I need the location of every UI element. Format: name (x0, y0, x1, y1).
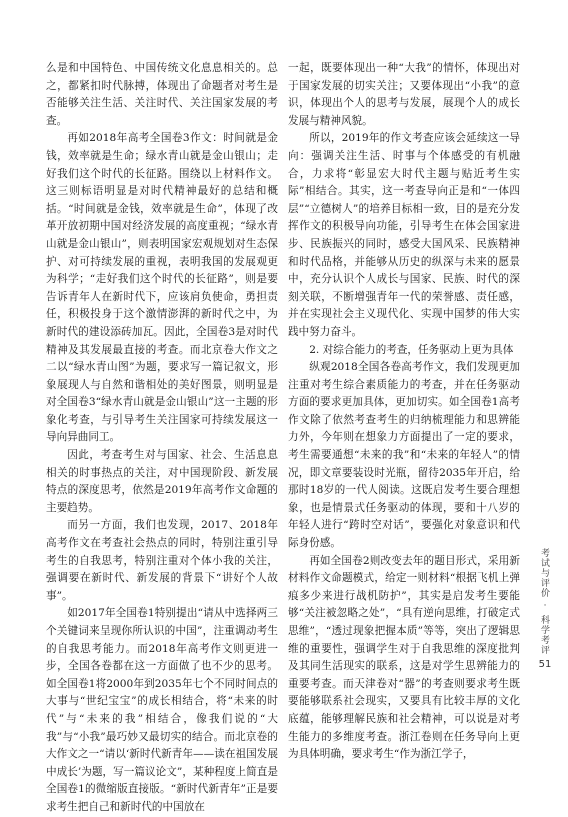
paragraph: 而另一方面，我们也发现，2017、2018年高考作文在考查社会热点的同时，特别注重引导考生的自我思考，特别注重对个体小我的关注，强调要在新时代、新发展的背景下“讲好个人故事”。 (46, 519, 278, 602)
paragraph: 再如全国卷2则改变去年的题目形式，采用新材料作文命题模式，给定一则材料“根据飞机上弹痕多少来进行战机防护”，其实是启发考生要能够“关注被忽略之处”，“具有逆向思维，打破定式思维”，“透过现象把握本质”等等，突出了逻辑思维的重要性，强调学生对于自我思维的深度批判及其同生活现实的联系，这是对学生思辨能力的重要考查。而天津卷对“器”的考查则要求考生既要能够联系社会现实，又要具有比较丰厚的文化底蕴，能够理解民族和社会精神，可以说是对考生能力的多维度考查。浙江卷则在任务导向上更为具体明确，要求考生“作为浙江学子， (288, 554, 520, 761)
section-heading: 2. 对综合能力的考查，任务驱动上更为具体 (309, 343, 514, 356)
paragraph: 么是和中国特色、中国传统文化息息相关的。总之，都紧扣时代脉搏，体现出了命题者对考生是否能够关注生活、关注时代、关注国家发展的考查。 (46, 62, 278, 127)
paragraph: 再如2018年高考全国卷3作文：时间就是金钱，效率就是生命；绿水青山就是金山银山；走好我们这个时代的长征路。围绕以上材料作文。这三则标语明显是对时代精神最好的总结和概括。“时间就是金钱，效率就是生命”，体现了改革开放初期中国对经济发展的高度重视；“绿水青山就是金山银山”，则表明国家宏观规划对生态保护、对可持续发展的重视，表明我国的发展观更为科学；“走好我们这个时代的长征路”，则是要告诉青年人在新时代下，应该肩负使命，勇担责任，积极投身于这个激情澎湃的新时代之中，为新时代的建设添砖加瓦。因此，全国卷3是对时代精神及其发展最直接的考查。而北京卷大作文之二以“绿水青山图”为题，要求写一篇记叙文，形象展现人与自然和谐相处的美好图景，则明显是对全国卷3“绿水青山就是金山银山”这一主题的形象化考查，与引导考生关注国家可持续发展这一导向异曲同工。 (46, 132, 278, 444)
sidebar-subtitle: 科学考评 (539, 615, 549, 655)
paragraph: 所以，2019年的作文考查应该会延续这一导向：强调关注生活、时事与个体感受的有机融合，力求将“彰显宏大时代主题与贴近考生实际”相结合。其实，这一考查导向正是和“一体四层”“立德树人”的培养目标相一致，目的是充分发挥作文的积极导向功能，引导考生在体会国家进步、民族振兴的同时，感受大国风采、民族精神和时代品格，并能够从历史的纵深与未来的愿景中，充分认识个人成长与国家、民族、时代的深刻关联，不断增强青年一代的荣誉感、责任感，并在实现社会主义现代化、实现中国梦的伟大实践中努力奋斗。 (288, 132, 520, 338)
paragraph: 一起，既要体现出一种“大我”的情怀，体现出对于国家发展的切实关注；又要体现出“小我”的意识，体现出个人的思考与发展，展现个人的成长发展与精神风貌。 (288, 62, 520, 127)
sidebar-title: 考试与评价 (539, 548, 549, 598)
right-column (288, 60, 520, 764)
paragraph: 因此，考查考生对与国家、社会、生活息息相关的时事热点的关注，对中国现阶段、新发展特点的深度思考，依然是2019年高考作文命题的主要趋势。 (46, 449, 278, 514)
page-number: 51 (538, 659, 552, 670)
left-column (46, 60, 278, 817)
paragraph: 纵观2018全国各卷高考作文，我们发现更加注重对考生综合素质能力的考查，并在任务驱动方面的要求更加具体，更加切实。如全国卷1高考作文除了依然考查考生的归纳梳理能力和思辨能力外，今年则在想象力方面提出了一定的要求，考生需要通想“未来的我”和“未来的年轻人”的情况，即文章要装设时光瓶，留待2035年开启，给那时18岁的一代人阅读。这既启发考生要合理想象，也是情景式任务驱动的体现，要和十八岁的年轻人进行“跨时空对话”，要强化对象意识和代际身份感。 (288, 361, 520, 550)
paragraph: 如2017年全国卷1特别提出“请从中选择两三个关键词来呈现你所认识的中国”，注重调动考生的自我思考能力。而2018年高考作文则更进一步，全国各卷都在这一方面做了也不少的思考。如全国卷1将2000年到2035年七个不同时间点的大事与“世纪宝宝”的成长相结合，将“未来的时代”与“未来的我”相结合，像我们说的“大我”与“小我”最巧妙又最切实的结合。而北京卷的大作文之一“请以‘新时代新青年——读在祖国发展中成长’为题，写一篇议论文”，某种程度上简直是全国卷1的微缩版直接版。“新时代新青年”正是要求考生把自己和新时代的中国放在 (46, 607, 278, 813)
sidebar-separator: · (543, 601, 547, 611)
section-sidebar (538, 548, 552, 655)
